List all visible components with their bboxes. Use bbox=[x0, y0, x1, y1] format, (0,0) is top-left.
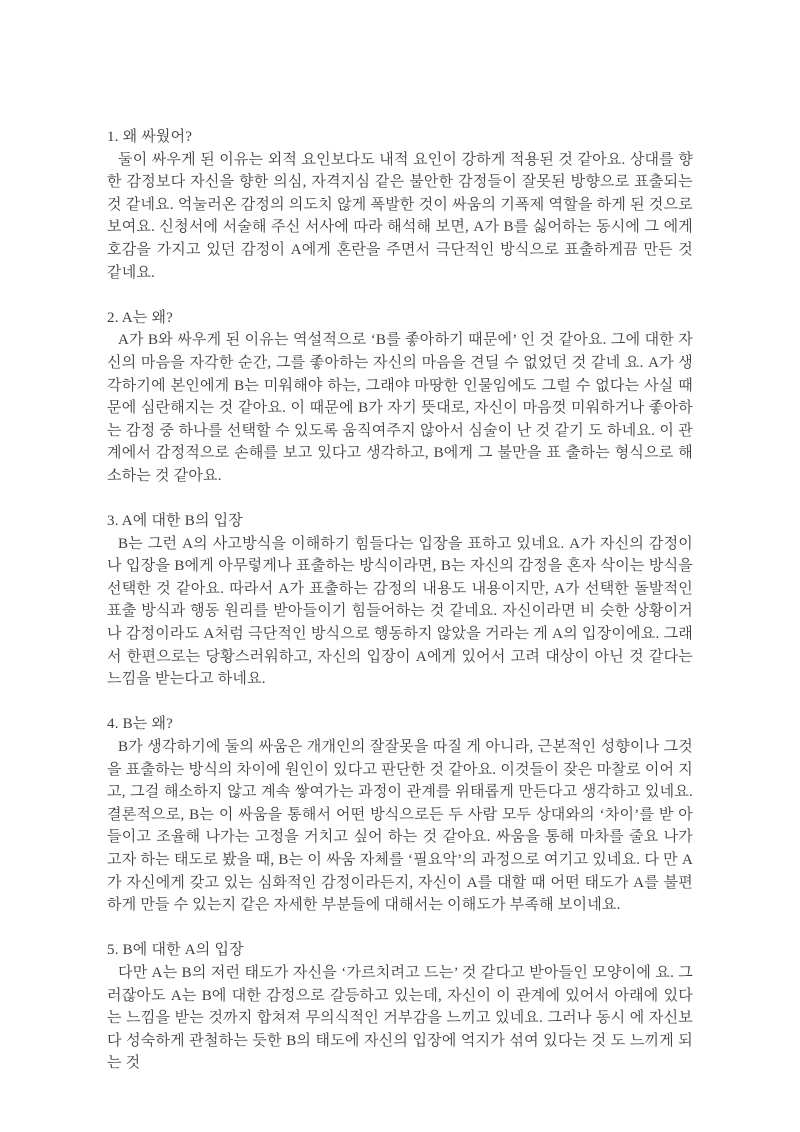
section-a-position-on-b-body: 다만 A는 B의 저런 태도가 자신을 ‘가르치려고 드는’ 것 같다고 받아들인 모양이에 요. 그러잖아도 A는 B에 대한 감정으로 갈등하고 있는데, 자신이 이 관계에 있어서 아래에 있다는 느낌을 받는 것까지 합쳐져 무의식적인 거부감을 느끼고 있네요. 그러나 동시 에 자신보다 성숙하게 관철하는 듯한 B의 태도에 자신의 입장에 억지가 섞여 있다는 것 도 느끼게 되는 것 bbox=[107, 964, 693, 1072]
section-b-position-on-a-heading: 3. A에 대한 B의 입장 bbox=[107, 513, 244, 530]
section-b-position-on-a bbox=[107, 510, 693, 691]
section-a-position-on-b-heading: 5. B에 대한 A의 입장 bbox=[107, 942, 244, 959]
section-why-a bbox=[107, 307, 693, 488]
section-why-fight-body: 둘이 싸우게 된 이유는 외적 요인보다도 내적 요인이 강하게 적용된 것 같아요. 상대를 향한 감정보다 자신을 향한 의심, 자격지심 같은 불안한 감정들이 잘못된 방향으로 표출되는 것 같네요. 억눌러온 감정의 의도치 않게 폭발한 것이 싸움의 기폭제 역할을 하게 된 것으로 보여요. 신청서에 서술해 주신 서사에 따라 해석해 보면, A가 B를 싫어하는 동시에 그 에게 호감을 가지고 있던 감정이 A에게 혼란을 주면서 극단적인 방식으로 표출하게끔 만든 것 같네요. bbox=[107, 151, 693, 281]
section-b-position-on-a-body: B는 그런 A의 사고방식을 이해하기 힘들다는 입장을 표하고 있네요. A가 자신의 감정이나 입장을 B에게 아무렇게나 표출하는 방식이라면, B는 자신의 감정을 혼자 삭이는 방식을 선택한 것 같아요. 따라서 A가 표출하는 감정의 내용도 내용이지만, A가 선택한 돌발적인 표출 방식과 행동 원리를 받아들이기 힘들어하는 것 같네요. 자신이라면 비 슷한 상황이거나 감정이라도 A처럼 극단적인 방식으로 행동하지 않았을 거라는 게 A의 입장이에요. 그래서 한편으로는 당황스러워하고, 자신의 입장이 A에게 있어서 고려 대상이 아닌 것 같다는 느낌을 받는다고 하네요. bbox=[107, 535, 693, 688]
section-why-b bbox=[107, 713, 693, 916]
section-why-a-heading: 2. A는 왜? bbox=[107, 309, 173, 326]
section-why-fight-heading: 1. 왜 싸웠어? bbox=[107, 129, 193, 145]
section-why-b-heading: 4. B는 왜? bbox=[107, 716, 173, 733]
section-why-fight bbox=[107, 126, 693, 284]
section-a-position-on-b bbox=[107, 939, 693, 1075]
section-why-a-body: A가 B와 싸우게 된 이유는 역설적으로 ‘B를 좋아하기 때문에’ 인 것 같아요. 그에 대한 자신의 마음을 자각한 순간, 그를 좋아하는 자신의 마음을 견딜 수 없었던 것 같네 요. A가 생각하기에 본인에게 B는 미워해야 하는, 그래야 마땅한 인물임에도 그럴 수 없다는 사실 때문에 심란해지는 것 같아요. 이 때문에 B가 자기 뜻대로, 자신이 마음껏 미워하거나 좋아하는 감정 중 하나를 선택할 수 있도록 움직여주지 않아서 심술이 난 것 같기 도 하네요. 이 관계에서 감정적으로 손해를 보고 있다고 생각하고, B에게 그 불만을 표 출하는 형식으로 해소하는 것 같아요. bbox=[107, 332, 693, 484]
section-why-b-body: B가 생각하기에 둘의 싸움은 개개인의 잘잘못을 따질 게 아니라, 근본적인 성향이나 그것을 표출하는 방식의 차이에 원인이 있다고 판단한 것 같아요. 이것들이 잦은 마찰로 이어 지고, 그걸 해소하지 않고 계속 쌓여가는 과정이 관계를 위태롭게 만든다고 생각하고 있네요. 결론적으로, B는 이 싸움을 통해서 어떤 방식으로든 두 사람 모두 상대와의 ‘차이’를 받 아들이고 조율해 나가는 고정을 거치고 싶어 하는 것 같아요. 싸움을 통해 마차를 줄요 나가 고자 하는 태도로 봤을 때, B는 이 싸움 자체를 ‘필요악’의 과정으로 여기고 있네요. 다 만 A가 자신에게 갖고 있는 심화적인 감정이라든지, 자신이 A를 대할 때 어떤 태도가 A를 불편하게 만들 수 있는지 같은 자세한 부분들에 대해서는 이해도가 부족해 보이네요. bbox=[107, 739, 693, 914]
